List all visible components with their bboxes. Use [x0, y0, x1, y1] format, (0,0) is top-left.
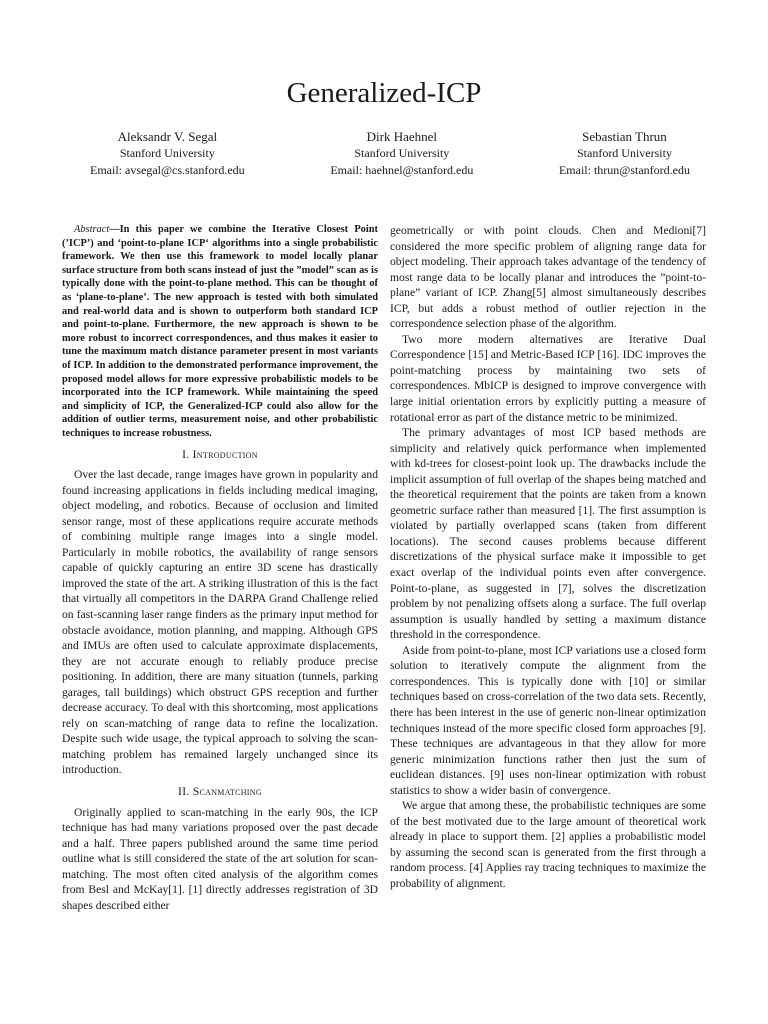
abstract-lead: Abstract [74, 224, 110, 235]
author-segal [90, 128, 245, 179]
section-heading-introduction: I. Introduction [182, 447, 258, 461]
body-paragraph: geometrically or with point clouds. Chen and Medioni[7] considered the more specific problem of aligning range data for object modeling. Their approach takes advantage of the tendency of most range data to be locally planar and introduces the ”point-to-plane” variant of ICP. Zhang[5] almost simultaneously describes ICP, but adds a robust method of outlier rejection in the correspondence selection phase of the algorithm. [390, 224, 706, 331]
author-email: Email: haehnel@stanford.edu [330, 163, 474, 177]
author-name: Sebastian Thrun [582, 129, 667, 144]
body-paragraph: The primary advantages of most ICP based methods are simplicity and relatively quick performance when implemented with kd-trees for closest-point look up. The drawbacks include the implicit assumption of full overlap of the shapes being matched and the theoretical requirement that the points are taken from a known geometric surface rather than measured [1]. The first assumption is violated by partially overlapped scans (taken from different locations). The second causes problems because different discretizations of the physical surface make it impossible to get exact overlap of the individual points even after convergence. Point-to-plane, as suggested in [7], solves the discretization problem by not penalizing offsets along a surface. The full overlap assumption is usually handled by setting a maximum distance threshold in the correspondence. [390, 426, 706, 642]
author-thrun [559, 128, 690, 179]
author-name: Dirk Haehnel [366, 129, 438, 144]
author-affiliation: Stanford University [119, 146, 215, 160]
intro-paragraph: Over the last decade, range images have grown in popularity and found increasing applications in fields including medical imaging, object modeling, and robotics. Because of occlusion and limited sensor range, most of these applications require accurate methods of combining multiple range images into a single model. Particularly in mobile robotics, the availability of range sensors capable of quickly capturing an entire 3D scene has drastically improved the state of the art. A striking illustration of this is the fact that virtually all competitors in the DARPA Grand Challenge relied on fast-scanning laser range finders as the primary input method for obstacle avoidance, motion planning, and mapping. Although GPS and IMUs are often used to calculate approximate displacements, they are not accurate enough to reliably produce precise positioning. In addition, there are many situation (tunnels, parking garages, tall buildings) which obstruct GPS reception and further decrease accuracy. To deal with this shortcoming, most applications rely on scan-matching of range data to refine the localization. Despite such wide usage, the typical approach to solving the scan-matching problem has remained largely unchanged since its introduction. [62, 468, 378, 777]
body-paragraph: We argue that among these, the probabilistic techniques are some of the best motivated due to the large amount of theoretical work already in place to support them. [2] applies a probabilistic model by assuming the second scan is generated from the first through a random process. [4] Applies ray tracing techniques to maximize the probability of alignment. [390, 799, 706, 890]
author-haehnel [330, 128, 473, 179]
abstract-dash: — [109, 224, 120, 235]
body-paragraph: Two more modern alternatives are Iterative Dual Correspondence [15] and Metric-Based ICP [16]. IDC improves the point-matching process by maintaining two sets of correspondences. MbICP is designed to improve convergence with large initial orientation errors by explicitly putting a measure of rotational error as part of the distance metric to be minimized. [390, 332, 706, 424]
scanmatching-paragraph: Originally applied to scan-matching in the early 90s, the ICP technique has had many variations proposed over the past decade and a half. Three papers published around the same time period outline what is still considered the state of the art solution for scan-matching. The most often cited analysis of the algorithm comes from Besl and McKay[1]. [1] directly addresses registration of 3D shapes described either [62, 805, 378, 912]
author-affiliation: Stanford University [354, 146, 450, 160]
author-affiliation: Stanford University [576, 146, 672, 160]
author-email: Email: avsegal@cs.stanford.edu [90, 163, 245, 177]
body-paragraph: Aside from point-to-plane, most ICP variations use a closed form solution to iteratively compute the alignment from the correspondences. This is typically done with [10] or similar techniques based on cross-correlation of the two data sets. Recently, there has been interest in the use of generic non-linear optimization techniques instead of the more specific closed form approaches [9]. These techniques are advantageous in that they allow for more generic minimization functions rather then just the sum of euclidean distances. [9] uses non-linear optimization with robust statistics to show a wider basin of convergence. [390, 643, 706, 797]
paper-title: Generalized-ICP [286, 77, 482, 109]
author-block [90, 128, 690, 179]
author-name: Aleksandr V. Segal [117, 129, 218, 144]
right-column [390, 223, 706, 892]
author-email: Email: thrun@stanford.edu [558, 163, 690, 177]
section-heading-scanmatching: II. Scanmatching [178, 784, 262, 798]
abstract [62, 223, 378, 441]
left-column [62, 223, 378, 913]
abstract-text: In this paper we combine the Iterative Closest Point (’ICP’) and ‘point-to-plane ICP‘ algorithms into a single probabilistic framework. We then use this framework to model locally planar surface structure from both scans instead of just the ”model” scan as is typically done with the point-to-plane method. This can be thought of as ‘plane-to-plane’. The new approach is tested with both simulated and real-world data and is shown to outperform both standard ICP and point-to-plane. Furthermore, the new approach is shown to be more robust to incorrect correspondences, and thus makes it easier to tune the maximum match distance parameter present in most variants of ICP. In addition to the demonstrated performance improvement, the proposed model allows for more expressive probabilistic models to be incorporated into the ICP framework. While maintaining the speed and simplicity of ICP, the Generalized-ICP could also allow for the addition of outlier terms, measurement noise, and other probabilistic techniques to increase robustness. [62, 224, 378, 439]
